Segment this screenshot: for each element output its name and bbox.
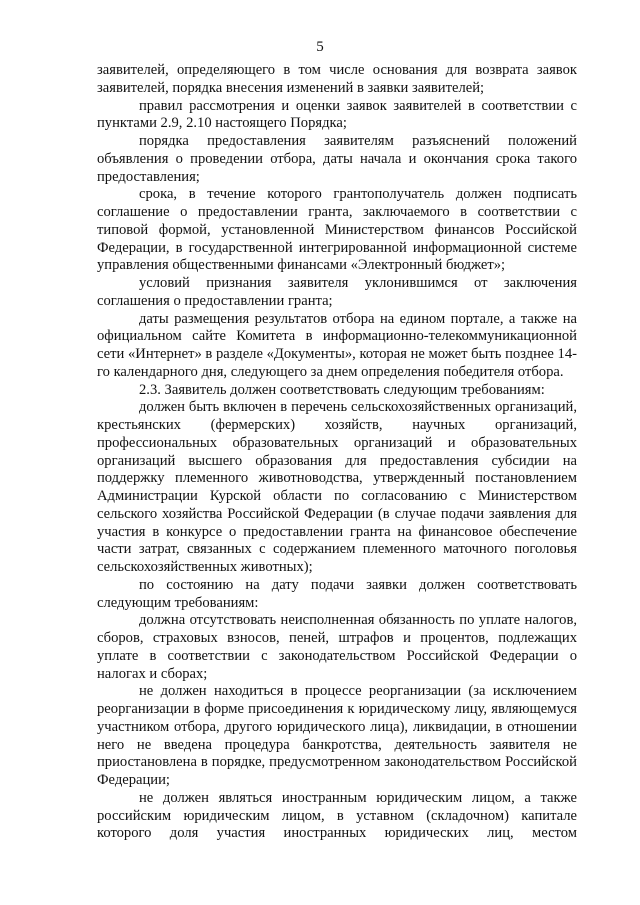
paragraph-4: срока, в течение которого грантополучатель должен подписать соглашение о предоставлении гранта, заключаемого в соответствии с типовой формой, установленной Министерством финансов Российской Федерации, в государственной интегрированной информационной системе управления общественными финансами «Электронный бюджет»; <box>97 186 577 274</box>
document-body <box>97 62 577 843</box>
page-number: 5 <box>316 39 324 55</box>
paragraph-7-section-2-3: 2.3. Заявитель должен соответствовать следующим требованиям: <box>139 381 545 398</box>
paragraph-1: заявителей, определяющего в том числе основания для возврата заявок заявителей, порядка внесения изменений в заявки заявителей; <box>97 62 577 96</box>
paragraph-11: не должен находиться в процессе реорганизации (за исключением реорганизации в форме присоединения к юридическому лицу, являющемуся участником отбора, другого юридического лица), ликвидации, в отношении него не введена процедура банкротства, деятельность заявителя не приостановлена в порядке, предусмотренном законодательством Российской Федерации; <box>97 683 577 788</box>
paragraph-2: правил рассмотрения и оценки заявок заявителей в соответствии с пунктами 2.9, 2.10 настоящего Порядка; <box>97 97 577 132</box>
paragraph-9: по состоянию на дату подачи заявки должен соответствовать следующим требованиям: <box>97 576 577 611</box>
paragraph-12: не должен являться иностранным юридическим лицом, а также российским юридическим лицом, в уставном (складочном) капитале которого доля участия иностранных юридических лиц, местом <box>97 789 577 842</box>
paragraph-5: условий признания заявителя уклонившимся от заключения соглашения о предоставлении гранта; <box>97 275 577 309</box>
paragraph-8: должен быть включен в перечень сельскохозяйственных организаций, крестьянских (фермерских) хозяйств, научных организаций, профессиональных образовательных организаций и образовательных организаций высшего образования для предоставления субсидии на поддержку племенного животноводства, утвержденный постановлением Администрации Курской области по согласованию с Министерством сельского хозяйства Российской Федерации (в случае подачи заявления для участия в конкурсе о предоставлении гранта на финансовое обеспечение части затрат, связанных с содержанием племенного маточного поголовья сельскохозяйственных животных); <box>97 399 577 575</box>
paragraph-10: должна отсутствовать неисполненная обязанность по уплате налогов, сборов, страховых взносов, пеней, штрафов и процентов, подлежащих уплате в соответствии с законодательством Российской Федерации о налогах и сборах; <box>97 612 577 682</box>
paragraph-3: порядка предоставления заявителям разъяснений положений объявления о проведении отбора, даты начала и окончания срока такого предоставления; <box>97 133 577 185</box>
paragraph-6: даты размещения результатов отбора на едином портале, а также на официальном сайте Комитета в информационно-телекоммуникационной сети «Интернет» в разделе «Документы», которая не может быть позднее 14-го календарного дня, следующего за днем определения победителя отбора. <box>97 310 577 380</box>
